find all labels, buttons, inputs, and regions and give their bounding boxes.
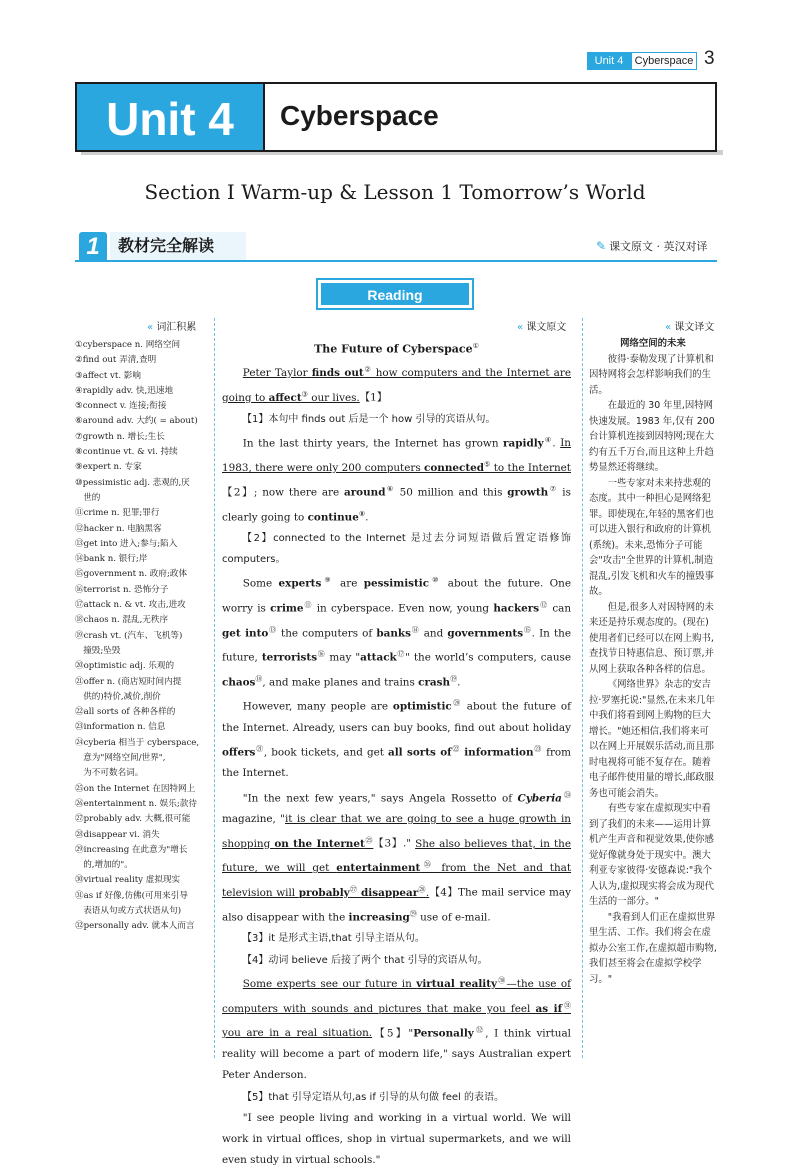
part-number: 1 — [79, 232, 107, 262]
vocab-list — [75, 338, 213, 935]
vocab-item: ⑩pessimistic adj. 悲观的,厌 世的 — [75, 477, 190, 503]
vocab-item: ⑦growth n. 增长;生长 — [75, 431, 165, 442]
passage — [222, 336, 571, 1171]
vocab-item: ⑧continue vt. & vi. 持续 — [75, 447, 178, 458]
vocab-item: ⑬get into 进入;参与;陷入 — [75, 538, 178, 549]
double-chevron-icon: « — [517, 322, 524, 333]
grammar-note: 【2】connected to the Internet 是过去分词短语做后置定语修饰 computers。 — [222, 533, 571, 566]
header-topic-label: Cyberspace — [631, 52, 697, 70]
translation-label: « 课文译文 — [665, 322, 715, 333]
vocab-item: ㉘disappear vi. 消失 — [75, 829, 160, 840]
passage-paragraph: "In the next few years," says Angela Rossetto of Cyberia$^㉔$ magazine, "it is clear that we are going to see a huge growth in shopping on the Internet$^㉕$【3】." She also believes that, in the future, we will get entertainment$^㉖$ from the Net and that television will probably$^㉗$ disappear$^㉘$.【4】The mail service may also disappear with the increasing$^㉙$ use of e-mail. — [222, 790, 572, 924]
vocab-item: ㉚virtual reality 虚拟现实 — [75, 875, 181, 886]
grammar-note: 【3】it 是形式主语,that 引导主语从句。 — [242, 933, 425, 945]
unit-number-box: Unit 4 — [75, 82, 265, 152]
grammar-note: 【5】that 引导定语从句,as if 引导的从句做 feel 的表语。 — [242, 1091, 504, 1103]
translation-paragraph: 一些专家对未来持悲观的态度。其中一种担心是网络犯罪。即使现在,年轻的黑客们也可以进入银行和政府的计算机(系统)。未来,恐怖分子可能会"攻击"全世界的计算机,制造混乱,引发飞机和火车的撞毁事故。 — [589, 477, 714, 597]
page-number: 3 — [704, 48, 715, 69]
vocab-item: ④rapidly adv. 快,迅速地 — [75, 385, 174, 396]
vocab-item: ⑫hacker n. 电脑黑客 — [75, 523, 162, 534]
vocab-label: « 词汇积累 — [147, 322, 197, 333]
vocab-item: ⑱chaos n. 混乱,无秩序 — [75, 615, 169, 626]
column-divider-right — [582, 318, 583, 1058]
vocab-item: ⑥around adv. 大约( = about) — [75, 416, 198, 427]
translation-paragraph: 有些专家在虚拟现实中看到了我们的未来——运用计算机产生声音和视觉效果,使你感觉好像就身处于现实中。澳大利亚专家彼得·安德森说:"我个人认为,虚拟现实将会成为现代生活的一部分。" — [589, 803, 714, 907]
unit-title: Cyberspace — [280, 100, 439, 131]
vocab-item: ⑳optimistic adj. 乐观的 — [75, 661, 175, 672]
vocab-item: ㉙increasing 在此意为"增长 的,增加的"。 — [75, 844, 188, 871]
translation-paragraph: 在最近的 30 年里,因特网快速发展。1983 年,仅有 200 台计算机连接到因特网;现在大约有五千万台,而且这种上升趋势显然还将继续。 — [589, 400, 715, 473]
vocab-item: ⑤connect v. 连接;衔接 — [75, 401, 167, 412]
vocab-item: ㉖entertainment n. 娱乐;款待 — [75, 798, 197, 809]
double-chevron-icon: « — [147, 322, 154, 333]
passage-paragraph: However, many people are optimistic⑳ about the future of the Internet. Already, users can buy books, find out about holiday offers$^㉑$, book tickets, and get all sorts $of^㉒$ information$^㉓$ from the Internet. — [222, 699, 572, 780]
vocab-item: ⑨expert n. 专家 — [75, 462, 142, 473]
vocab-item: ⑭bank n. 银行;岸 — [75, 554, 148, 565]
part-name: 教材完全解读 — [110, 232, 246, 260]
passage-paragraph: "I see people living and working in a virtual world. We will work in virtual offices, shop in virtual supermarkets, and we will even study in virtual schools." — [222, 1111, 571, 1166]
column-divider-left — [214, 318, 215, 1058]
vocab-item: ⑮government n. 政府;政体 — [75, 569, 188, 580]
vocab-item: ③affect vt. 影响 — [75, 370, 141, 381]
header-unit-label: Unit 4 — [587, 52, 631, 70]
translation-paragraph: "我看到人们正在虚拟世界里生活、工作。我们将会在虚拟办公室工作,在虚拟超市购物,我们甚至将会在虚拟学校学习。" — [589, 911, 717, 985]
translation-paragraph: 《网络世界》杂志的安吉拉·罗塞托说:"显然,在未来几年中我们将看到网上购物的巨大增长。"她还相信,我们将来可以在网上开展娱乐活动,而且那时电视将可能不复存在。随着电子邮件使用量的增长,邮政服务也可能会消失。 — [589, 679, 715, 799]
vocab-item: ㉗probably adv. 大概,很可能 — [75, 814, 191, 825]
vocab-item: ⑪crime n. 犯罪;罪行 — [75, 508, 160, 519]
reading-badge: Reading — [320, 282, 470, 306]
original-label: « 课文原文 — [517, 322, 567, 333]
vocab-item: ②find out 弄清,查明 — [75, 355, 157, 366]
grammar-note: 【1】本句中 finds out 后是一个 how 引导的宾语从句。 — [242, 413, 496, 425]
vocab-item: ⑲crash vt. (汽车、飞机等) 撞毁;坠毁 — [75, 630, 183, 656]
vocab-item: ⑰attack n. & vt. 攻击,进攻 — [75, 600, 186, 611]
vocab-item: ①cyberspace n. 网络空间 — [75, 340, 181, 350]
translation-paragraph: 彼得·泰勒发现了计算机和因特网将会怎样影响我们的生活。 — [589, 353, 714, 396]
translation — [589, 336, 717, 987]
vocab-item: ㉔cyberia 相当于 cyberspace, 意为"网络空间/世界", 为不可数名词。 — [75, 737, 200, 779]
grammar-note: 【4】动词 believe 后接了两个 that 引导的宾语从句。 — [242, 954, 488, 966]
passage-paragraph: Some experts see our future in virtual reality$^㉚$—the use of computers with sounds and pictures that make you feel as $if^㉛$ you are in a real situation.【5】"Personally$^㉜$, I think virtual reality will become a part of modern life," says Australian expert Peter Anderson. — [222, 976, 571, 1082]
translation-paragraph: 但是,很多人对因特网的未来还是持乐观态度的。(现在)使用者们已经可以在网上购书,查找节日特惠信息、预订票,并从网上获取各种各样的信息。 — [589, 601, 714, 675]
section-title: Section Ⅰ Warm-up & Lesson 1 Tomorrow’s World — [144, 180, 646, 204]
part-right-label — [596, 238, 708, 254]
translation-title: 网络空间的未来 — [620, 338, 686, 349]
vocab-item: ㉓information n. 信息 — [75, 722, 166, 733]
passage-title: The Future of Cyberspace① — [314, 342, 479, 356]
vocab-item: ㉜personally adv. 就本人而言 — [75, 921, 195, 932]
part-right-text: 课文原文 · 英汉对译 — [609, 240, 708, 253]
vocab-item: ㉒all sorts of 各种各样的 — [75, 707, 176, 718]
passage-paragraph: Peter Taylor finds out② how computers and the Internet are going to affect③ our lives.【1】 — [222, 365, 571, 404]
vocab-item: ㉑offer n. (商店短时间内提 供的)特价,减价,削价 — [75, 676, 182, 702]
vocab-item: ⑯terrorist n. 恐怖分子 — [75, 584, 169, 595]
vocab-item: ㉕on the Internet 在因特网上 — [75, 783, 196, 794]
pen-icon: ✎ — [596, 239, 607, 253]
passage-paragraph: Some experts⑨ are pessimistic⑩ about the future. One worry is crime⑪ in cyberspace. Even now, young hackers⑫ can get into⑬ the computers of banks⑭ and governments⑮. In the future, terrorists⑯ may "attack⑰" the world’s computers, cause chaos⑱, and make planes and trains crash⑲. — [222, 576, 572, 689]
passage-paragraph: In the last thirty years, the Internet has grown rapidly④. In 1983, there were only 200 computers connected⑤ to the Internet【2】; now there are around⑥ 50 million and this growth⑦ is clearly going to continue⑧. — [222, 435, 571, 524]
double-chevron-icon: « — [665, 322, 672, 333]
vocab-item: ㉛as if 好像,仿佛(可用来引导 表语从句或方式状语从句) — [75, 890, 188, 916]
